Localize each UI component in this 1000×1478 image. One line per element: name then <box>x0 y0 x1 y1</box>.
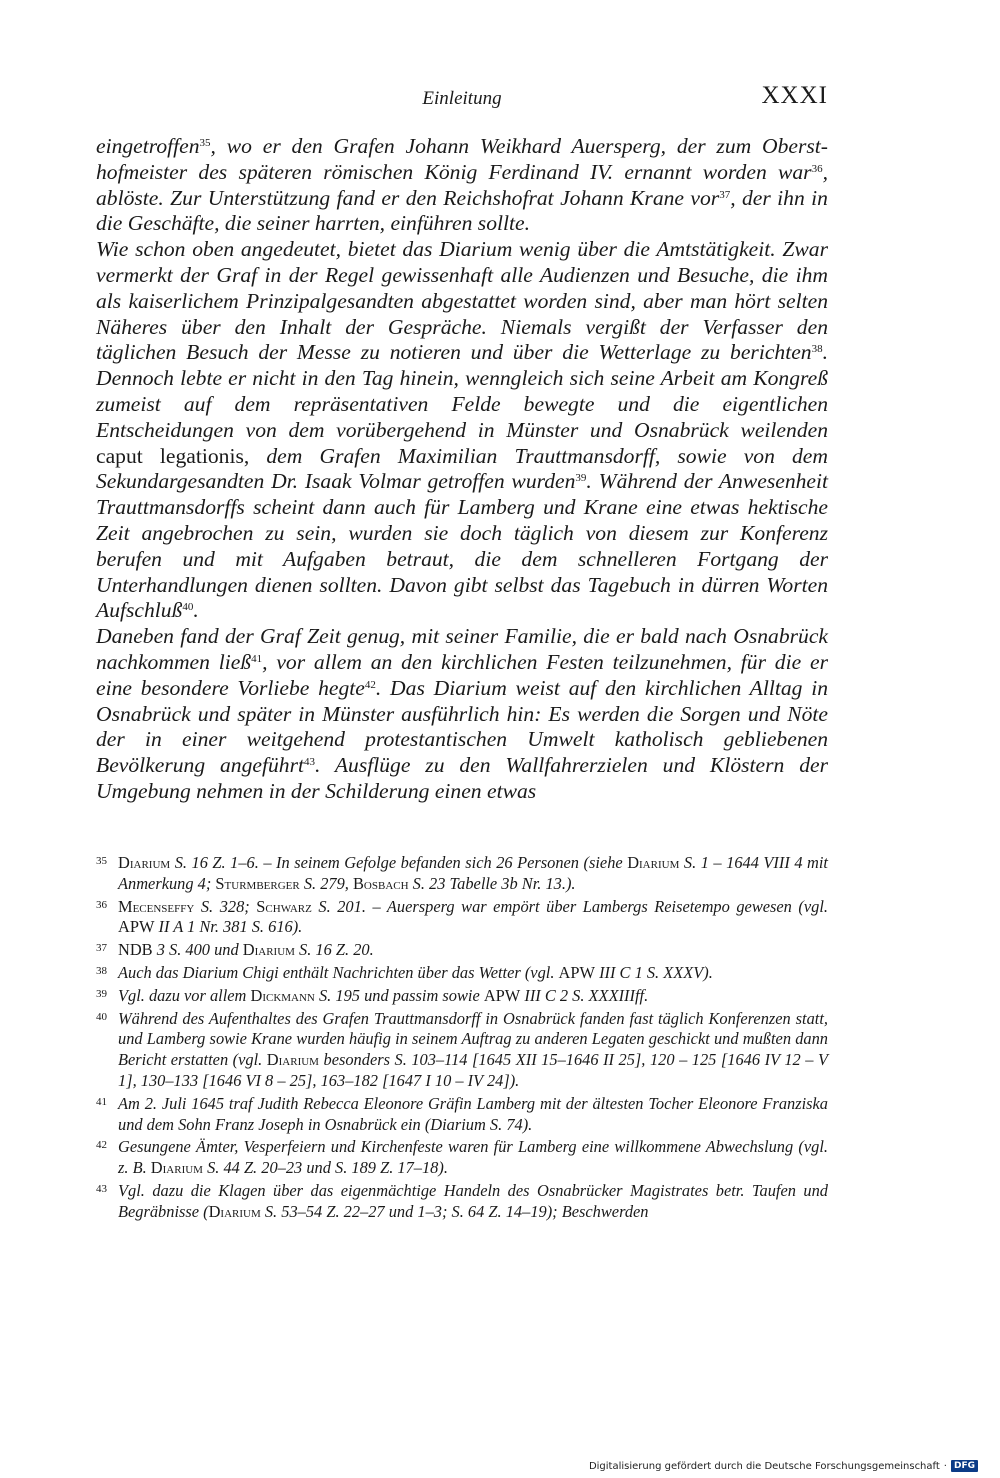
footnote-text: Vgl. dazu vor allem <box>118 985 251 1005</box>
source-abbrev: Dickmann <box>250 985 315 1005</box>
footnote-ref-39: 39 <box>575 472 587 485</box>
text-run: dem Grafen Maximilian Trauttmansdorff, sowie von dem Sekundargesandten Dr. Isaak Volmar getroffen wurden <box>96 443 828 494</box>
footnote-text: S. 195 und passim sowie <box>314 985 484 1005</box>
paragraph-2 <box>96 237 828 624</box>
text-run: . Ausflüge zu den Wallfahrerzielen und Klöstern der Umgebung nehmen in der Schilderung einen etwas <box>96 753 828 803</box>
source-abbrev: APW <box>558 962 595 982</box>
footnote-ref-41: 41 <box>251 652 263 665</box>
source-abbrev: Diarium <box>150 1158 203 1178</box>
footnote-42 <box>96 1137 828 1179</box>
footnote-43 <box>96 1181 828 1223</box>
footnote-text: S. 16 Z. 1–6. – In seinem Gefolge befanden sich 26 Personen (siehe <box>170 853 628 872</box>
footnote-40 <box>96 1009 828 1092</box>
footnote-text: II A 1 Nr. 381 S. 616). <box>154 917 303 937</box>
source-abbrev: APW <box>118 917 155 937</box>
source-abbrev: Diarium <box>266 1050 319 1070</box>
footnote-text: 3 S. 400 und <box>152 940 243 960</box>
dfg-logo: DFG <box>951 1460 978 1472</box>
source-abbrev: Bosbach <box>353 873 409 893</box>
footnote-number: 38 <box>96 964 107 977</box>
source-abbrev: Diarium <box>118 853 171 872</box>
page-number: XXXI <box>761 82 828 109</box>
footnote-text: S. 201. – Auersperg war empört über Lambergs Reisetempo gewesen (vgl. <box>311 896 828 916</box>
source-abbrev: APW <box>483 985 521 1005</box>
latin-term: caput legationis, <box>96 443 250 468</box>
footnote-text: Vgl. dazu die Klagen über das eigenmächtige Handeln des Osnabrücker Magistrates betr. Taufen und Begräbnisse ( <box>118 1180 828 1221</box>
footnote-ref-35: 35 <box>199 137 211 149</box>
paragraph-1 <box>96 134 828 237</box>
footnote-text: S. 16 Z. 20. <box>294 940 374 960</box>
footnote-text: S. 279, <box>299 873 353 893</box>
footnote-35 <box>96 853 828 895</box>
footnote-text: III C 1 S. XXXV). <box>594 962 713 982</box>
footnote-number: 37 <box>96 942 107 955</box>
footnote-37 <box>96 940 828 961</box>
footnote-number: 36 <box>96 898 107 911</box>
source-abbrev: Diarium <box>627 853 680 872</box>
main-text <box>96 134 828 805</box>
footnote-text: Auch das Diarium Chigi enthält Nachrichten über das Wetter (vgl. <box>118 962 559 982</box>
text-run: Wie schon oben angedeutet, bietet das Diarium wenig über die Amtstätigkeit. Zwar vermerkt der Graf in der Regel gewissenhaft alle Audienzen und Besuche, die ihm als kaiserlichem Prinzipalgesandten abgestattet worden sind, aber man hört selten Näheres über den Inhalt der Gespräche. Niemals vergißt der Verfasser den täglichen Besuch der Messe zu notieren und über die Wetterlage zu berichten <box>96 237 828 365</box>
footnote-number: 35 <box>96 855 107 867</box>
text-run: . Während der Anwesenheit Trauttmansdorffs scheint dann auch für Lamberg und Krane eine etwas hektische Zeit angebrochen zu sein, wurden sie doch täglich von diesem zur Konferenz berufen und mit Aufgaben betraut, die dem schnelleren Fortgang der Unterhandlungen dienen sollten. Davon gibt selbst das Tagebuch in dürren Worten Aufschluß <box>96 469 828 623</box>
source-abbrev: Schwarz <box>256 896 312 916</box>
source-abbrev: Mecenseffy <box>118 896 195 916</box>
text-run: eingetroffen <box>96 134 200 158</box>
footnote-text: S. 1 – 1644 VIII 4 mit Anmerkung 4; <box>118 853 828 893</box>
footnote-ref-36: 36 <box>811 162 823 175</box>
source-abbrev: NDB <box>118 940 153 960</box>
footnote-39 <box>96 986 828 1007</box>
footnote-number: 41 <box>96 1095 107 1108</box>
source-abbrev: Diarium <box>208 1201 261 1221</box>
page-header <box>96 84 828 120</box>
footnote-number: 42 <box>96 1139 107 1152</box>
footnote-ref-40: 40 <box>182 601 194 614</box>
paragraph-3 <box>96 624 828 805</box>
text-run: . Dennoch lebte er nicht in den Tag hinein, wenngleich sich seine Arbeit am Kongreß zumeist auf dem repräsentativen Felde bewegte und die eigentlichen Entscheidungen von dem vorübergehend in Münster und Osnabrück weilenden <box>96 340 828 442</box>
footnote-text: Während des Aufenthaltes des Grafen Trauttmansdorff in Osnabrück fanden fast täglich Konferenzen statt, und Lamberg sowie Krane wurden häufig in seinem Auftrag zu anderen Legaten geschickt und mußten dann Bericht erstatten (vgl. <box>118 1008 828 1070</box>
footnote-text: S. 23 Tabelle 3b Nr. 13.). <box>408 873 576 893</box>
footnote-text: S. 53–54 Z. 22–27 und 1–3; S. 64 Z. 14–19); Beschwerden <box>260 1201 649 1221</box>
running-head: Einleitung <box>422 88 502 109</box>
source-abbrev: Diarium <box>242 940 295 960</box>
text-run: . Das Diarium weist auf den kirchlichen Alltag in Osnabrück und später in Münster ausführlich hin: Es werden die Sorgen und Nöte der in einer weitgehend protestantischen Umwelt katholisch gebliebenen Bevölkerung angeführt <box>96 675 828 778</box>
footnote-ref-38: 38 <box>811 343 823 356</box>
footnotes <box>96 853 828 1225</box>
footnote-38 <box>96 963 828 984</box>
source-abbrev: Sturmberger <box>215 873 300 893</box>
digitization-credit <box>589 1460 978 1472</box>
footnote-number: 39 <box>96 987 107 1000</box>
footnote-text: S. 44 Z. 20–23 und S. 189 Z. 17–18). <box>202 1158 448 1178</box>
text-run: , vor allem an den kirchlichen Festen teilzunehmen, für die er eine besondere Vorliebe hegte <box>96 649 828 700</box>
text-run: Daneben fand der Graf Zeit genug, mit seiner Familie, die er bald nach Osnabrück nachkommen ließ <box>96 624 828 674</box>
footnote-ref-42: 42 <box>364 678 376 691</box>
footnote-ref-43: 43 <box>303 756 315 769</box>
digitization-note: Digitalisierung gefördert durch die Deutsche Forschungsgemeinschaft <box>588 1460 940 1472</box>
footnote-ref-37: 37 <box>719 188 731 201</box>
text-run: , der ihn in die Geschäfte, die seiner harrten, einführen sollte. <box>96 185 828 236</box>
separator-dot: · <box>943 1460 947 1472</box>
footnote-number: 43 <box>96 1182 107 1195</box>
footnote-text: S. 328; <box>194 896 257 916</box>
footnote-text: besonders S. 103–114 [1645 XII 15–1646 II 25], 120 – 125 [1646 IV 12 – V 1], 130–133 [1646 VI 8 – 25], 163–182 [1647 I 10 – IV 24]). <box>118 1050 828 1090</box>
footnote-36 <box>96 897 828 939</box>
text-run: . <box>193 598 199 623</box>
footnote-text: Gesungene Ämter, Vesperfeiern und Kirchenfeste waren für Lamberg eine willkommene Abwechslung (vgl. z. B. <box>118 1137 828 1178</box>
text-run: , wo er den Grafen Johann Weikhard Auersperg, der zum Obersthofmeister des späteren römischen König Ferdinand IV. ernannt worden war <box>96 134 828 184</box>
footnote-41 <box>96 1094 828 1136</box>
footnote-number: 40 <box>96 1010 107 1023</box>
footnote-text: III C 2 S. XXXIIIff. <box>520 985 649 1005</box>
footnote-text: Am 2. Juli 1645 traf Judith Rebecca Eleonore Gräfin Lamberg mit der ältesten Tocher Eleonore Franziska und dem Sohn Franz Joseph in Osnabrück ein (Diarium S. 74). <box>118 1093 828 1134</box>
text-run: , ablöste. Zur Unterstützung fand er den Reichshofrat Johann Krane vor <box>96 159 828 210</box>
